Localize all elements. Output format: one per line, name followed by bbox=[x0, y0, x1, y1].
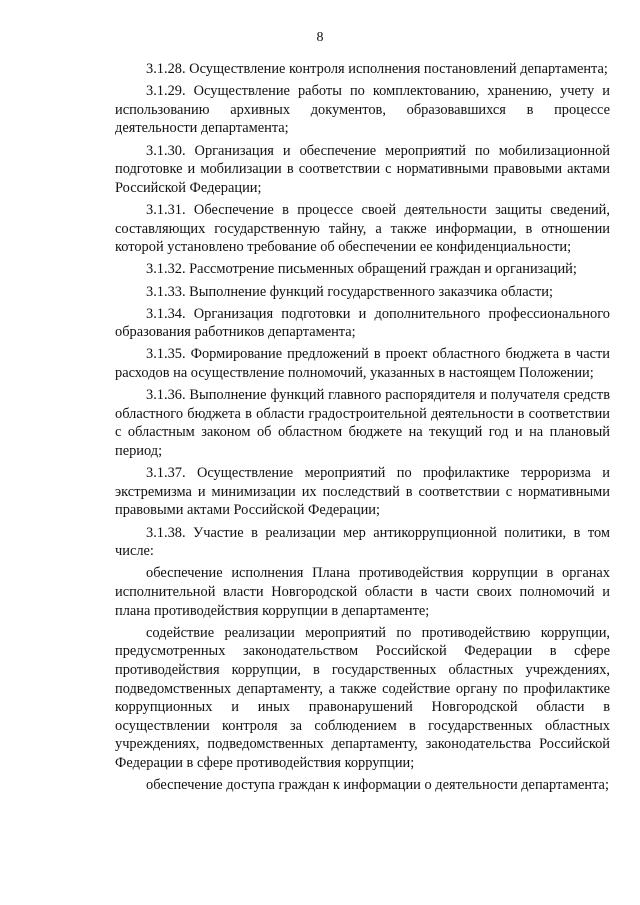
paragraph-3-1-34: 3.1.34. Организация подготовки и дополнительного профессионального образования работников департамента; bbox=[115, 305, 610, 341]
sub-item-information-access: обеспечение доступа граждан к информации о деятельности департамента; bbox=[146, 777, 609, 794]
sub-item-plan-execution: обеспечение исполнения Плана противодействия коррупции в органах исполнительной власти Новгородской области в части своих полномочий и плана противодействия коррупции в департаменте; bbox=[115, 565, 610, 619]
paragraph-3-1-30: 3.1.30. Организация и обеспечение мероприятий по мобилизационной подготовке и мобилизации в соответствии с нормативными правовыми актами Российской Федерации; bbox=[115, 142, 610, 196]
paragraph-3-1-35: 3.1.35. Формирование предложений в проект областного бюджета в части расходов на осуществление полномочий, указанных в настоящем Положении; bbox=[115, 346, 610, 382]
sub-item-anticorruption-support: содействие реализации мероприятий по противодействию коррупции, предусмотренных законодательством Российской Федерации в сфере противодействия коррупции, в государственных областных учреждениях, подведомственных департаменту, а также содействие органу по профилактике коррупционных и иных правонарушений Новгородской области в осуществлении контроля за соблюдением в государственных областных учреждениях, подведомственных департаменту, законодательства Российской Федерации в сфере противодействия коррупции; bbox=[115, 624, 610, 771]
paragraph-3-1-32: 3.1.32. Рассмотрение письменных обращений граждан и организаций; bbox=[146, 261, 577, 278]
paragraph-3-1-29: 3.1.29. Осуществление работы по комплектованию, хранению, учету и использованию архивных документов, образовавшихся в процессе деятельности департамента; bbox=[115, 83, 610, 137]
paragraph-3-1-36: 3.1.36. Выполнение функций главного распорядителя и получателя средств областного бюджета в области градостроительной деятельности в соответствии с областным законом об областном бюджете на текущий год и на плановый период; bbox=[115, 387, 610, 460]
document-body bbox=[115, 60, 610, 795]
paragraph-3-1-37: 3.1.37. Осуществление мероприятий по профилактике терроризма и экстремизма и минимизации их последствий в соответствии с нормативными правовыми актами Российской Федерации; bbox=[115, 465, 610, 519]
page-number: 8 bbox=[316, 30, 324, 45]
paragraph-3-1-38: 3.1.38. Участие в реализации мер антикоррупционной политики, в том числе: bbox=[115, 524, 610, 560]
paragraph-3-1-28: 3.1.28. Осуществление контроля исполнения постановлений департамента; bbox=[146, 61, 608, 77]
paragraph-3-1-33: 3.1.33. Выполнение функций государственного заказчика области; bbox=[146, 283, 553, 300]
paragraph-3-1-31: 3.1.31. Обеспечение в процессе своей деятельности защиты сведений, составляющих государственную тайну, а также информации, в отношении которой установлено требование об обеспечении ее конфиденциальности; bbox=[115, 201, 610, 256]
